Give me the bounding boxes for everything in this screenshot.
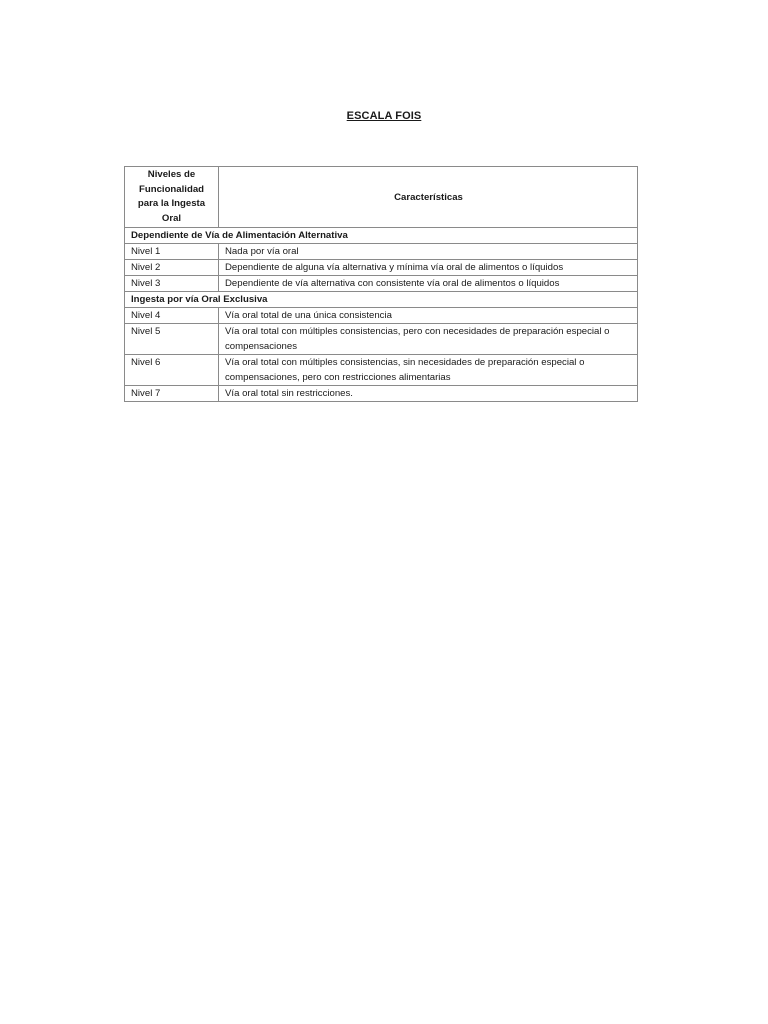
section-row bbox=[125, 292, 638, 308]
header-characteristics: Características bbox=[219, 167, 638, 228]
description-cell: Vía oral total sin restricciones. bbox=[219, 386, 638, 402]
description-cell: Nada por vía oral bbox=[219, 244, 638, 260]
section-row bbox=[125, 228, 638, 244]
description-cell: Dependiente de alguna vía alternativa y mínima vía oral de alimentos o líquidos bbox=[219, 260, 638, 276]
level-cell: Nivel 2 bbox=[125, 260, 219, 276]
level-cell: Nivel 5 bbox=[125, 324, 219, 355]
level-cell: Nivel 7 bbox=[125, 386, 219, 402]
header-levels: Niveles de Funcionalidad para la Ingesta Oral bbox=[125, 167, 219, 228]
table-row bbox=[125, 244, 638, 260]
section-title: Dependiente de Vía de Alimentación Alternativa bbox=[125, 228, 638, 244]
level-cell: Nivel 4 bbox=[125, 308, 219, 324]
table-row bbox=[125, 324, 638, 355]
table-row bbox=[125, 276, 638, 292]
table-row bbox=[125, 386, 638, 402]
description-cell: Dependiente de vía alternativa con consistente vía oral de alimentos o líquidos bbox=[219, 276, 638, 292]
level-cell: Nivel 6 bbox=[125, 355, 219, 386]
level-cell: Nivel 3 bbox=[125, 276, 219, 292]
description-cell: Vía oral total de una única consistencia bbox=[219, 308, 638, 324]
level-cell: Nivel 1 bbox=[125, 244, 219, 260]
description-cell: Vía oral total con múltiples consistencias, pero con necesidades de preparación especial o compensaciones bbox=[219, 324, 638, 355]
page-title: ESCALA FOIS bbox=[346, 110, 422, 122]
description-cell: Vía oral total con múltiples consistencias, sin necesidades de preparación especial o compensaciones, pero con restricciones alimentarias bbox=[219, 355, 638, 386]
fois-table bbox=[124, 166, 638, 402]
table-header-row bbox=[125, 167, 638, 228]
section-title: Ingesta por vía Oral Exclusiva bbox=[125, 292, 638, 308]
table-row bbox=[125, 308, 638, 324]
table-row bbox=[125, 355, 638, 386]
table-row bbox=[125, 260, 638, 276]
